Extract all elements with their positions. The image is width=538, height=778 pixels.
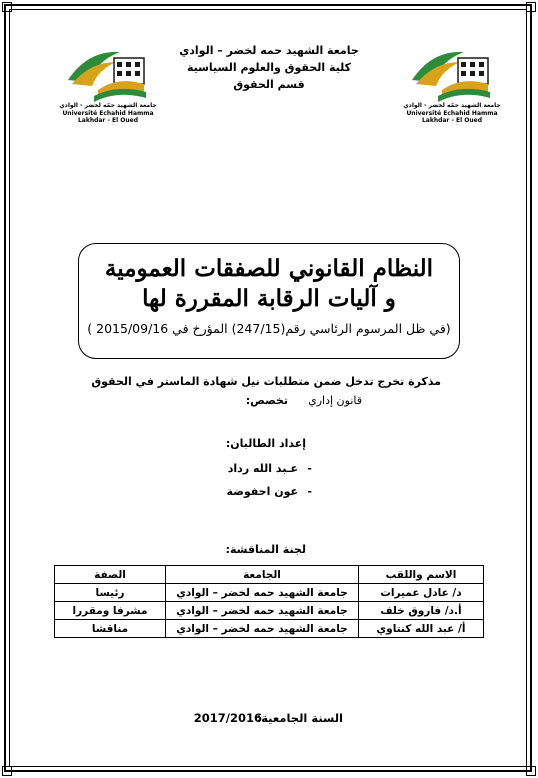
- logo-caption-en: Université Echahid Hamma Lakhdar - El Oued: [62, 110, 154, 124]
- header-university: جامعة الشهيد حمه لخضر – الوادي: [179, 44, 359, 57]
- column-header-role: الصفة: [55, 566, 166, 584]
- logo-caption-en: Université Echahid Hamma Lakhdar - El Oued: [406, 110, 498, 124]
- header-faculty: كلية الحقوق والعلوم السياسية: [186, 61, 352, 74]
- member-name: أ/ عبد الله كنتاوي: [359, 620, 484, 638]
- university-emblem-icon: [402, 40, 502, 104]
- table-row: [55, 584, 484, 602]
- committee-table: [54, 565, 484, 638]
- academic-year-value: 2017/2016: [193, 711, 262, 725]
- table-row: [55, 602, 484, 620]
- logo-caption-ar: جامعة الشهيد حمّه لخضر - الوادي: [403, 102, 501, 109]
- thesis-title-box: [78, 243, 460, 359]
- column-header-university: الجامعة: [166, 566, 359, 584]
- thesis-title-line2: و آليات الرقابة المقررة لها: [142, 285, 396, 312]
- member-name: أ.د/ فاروق خلف: [359, 602, 484, 620]
- thesis-purpose: مذكرة تخرج تدخل ضمن متطلبات نيل شهادة الماستر في الحقوق: [91, 375, 441, 388]
- member-role: مشرفا ومقررا: [55, 602, 166, 620]
- student-name: عون احفوضة: [226, 485, 298, 498]
- university-logo-right: [402, 40, 502, 122]
- corner-ornament-tr: [526, 2, 536, 12]
- academic-year-label: السنة الجامعية:: [256, 711, 343, 725]
- student-name: عـبد الله رداد: [227, 462, 298, 475]
- thesis-title-line1: النظام القانوني للصفقات العمومية: [104, 255, 434, 282]
- students-label: إعداد الطالبان:: [225, 437, 306, 450]
- member-university: جامعة الشهيد حمه لخضر – الوادي: [166, 584, 359, 602]
- corner-ornament-tl: [2, 2, 12, 12]
- header-department: قسم الحقوق: [233, 78, 305, 91]
- column-header-name: الاسم واللقب: [359, 566, 484, 584]
- corner-ornament-br: [526, 766, 536, 776]
- specialty-value: قانون إداري: [308, 394, 362, 407]
- member-name: د/ عادل عميرات: [359, 584, 484, 602]
- student-dash: -: [307, 462, 312, 475]
- table-row: [55, 620, 484, 638]
- university-logo-left: [58, 40, 158, 122]
- thesis-subtitle: (في ظل المرسوم الرئاسي رقم(247/15) المؤرخ في 2015/09/16 ): [87, 321, 451, 336]
- corner-ornament-bl: [2, 766, 12, 776]
- specialty-label: تخصص:: [245, 394, 288, 407]
- member-university: جامعة الشهيد حمه لخضر – الوادي: [166, 602, 359, 620]
- member-role: رئيسا: [55, 584, 166, 602]
- student-dash: -: [307, 485, 312, 498]
- member-university: جامعة الشهيد حمه لخضر – الوادي: [166, 620, 359, 638]
- member-role: مناقشا: [55, 620, 166, 638]
- university-emblem-icon: [58, 40, 158, 104]
- table-header-row: [55, 566, 484, 584]
- committee-label: لجنة المناقشة:: [225, 543, 306, 556]
- logo-caption-ar: جامعة الشهيد حمّه لخضر - الوادي: [59, 102, 157, 109]
